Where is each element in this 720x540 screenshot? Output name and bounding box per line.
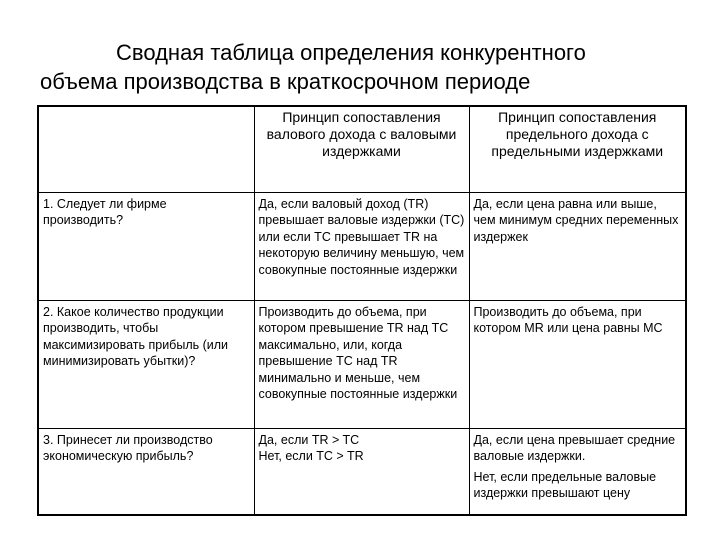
summary-table [37, 105, 687, 516]
marginal-answer-cell: Производить до объема, при котором MR или цена равны MC [469, 301, 686, 429]
question-cell: 3. Принесет ли производство экономическую прибыль? [38, 429, 254, 516]
question-cell: 1. Следует ли фирме производить? [38, 193, 254, 301]
marginal-no-text: Нет, если предельные валовые издержки превышают цену [473, 469, 657, 501]
table-row [38, 193, 686, 301]
gross-yes-text: Да, если TR > TC [258, 433, 360, 447]
gross-no-text: Нет, если TC > TR [258, 449, 364, 464]
header-marginal-principle: Принцип сопоставления предельного дохода с предельными издержками [469, 106, 686, 193]
marginal-answer-cell [469, 429, 686, 516]
page-title [40, 38, 680, 96]
header-gross-principle: Принцип сопоставления валового дохода с валовыми издержками [254, 106, 469, 193]
table-header-row [38, 106, 686, 193]
gross-answer-cell: Да, если валовый доход (TR) превышает валовые издержки (TC) или если TC превышает TR на некоторую величину меньшую, чем совокупные постоянные издержки [254, 193, 469, 301]
title-line-2: объема производства в краткосрочном периоде [40, 69, 531, 94]
title-line-1: Сводная таблица определения конкурентного [116, 40, 586, 65]
question-cell: 2. Какое количество продукции производить, чтобы максимизировать прибыль (или минимизировать убытки)? [38, 301, 254, 429]
table-row [38, 301, 686, 429]
marginal-answer-cell: Да, если цена равна или выше, чем минимум средних переменных издержек [469, 193, 686, 301]
table-row [38, 429, 686, 516]
gross-answer-cell: Производить до объема, при котором превышение TR над TC максимально, или, когда превышение TC над TR минимально и меньше, чем совокупные постоянные издержки [254, 301, 469, 429]
marginal-yes-text: Да, если цена превышает средние валовые издержки. [473, 433, 676, 464]
gross-answer-cell [254, 429, 469, 516]
header-empty-cell [38, 106, 254, 193]
